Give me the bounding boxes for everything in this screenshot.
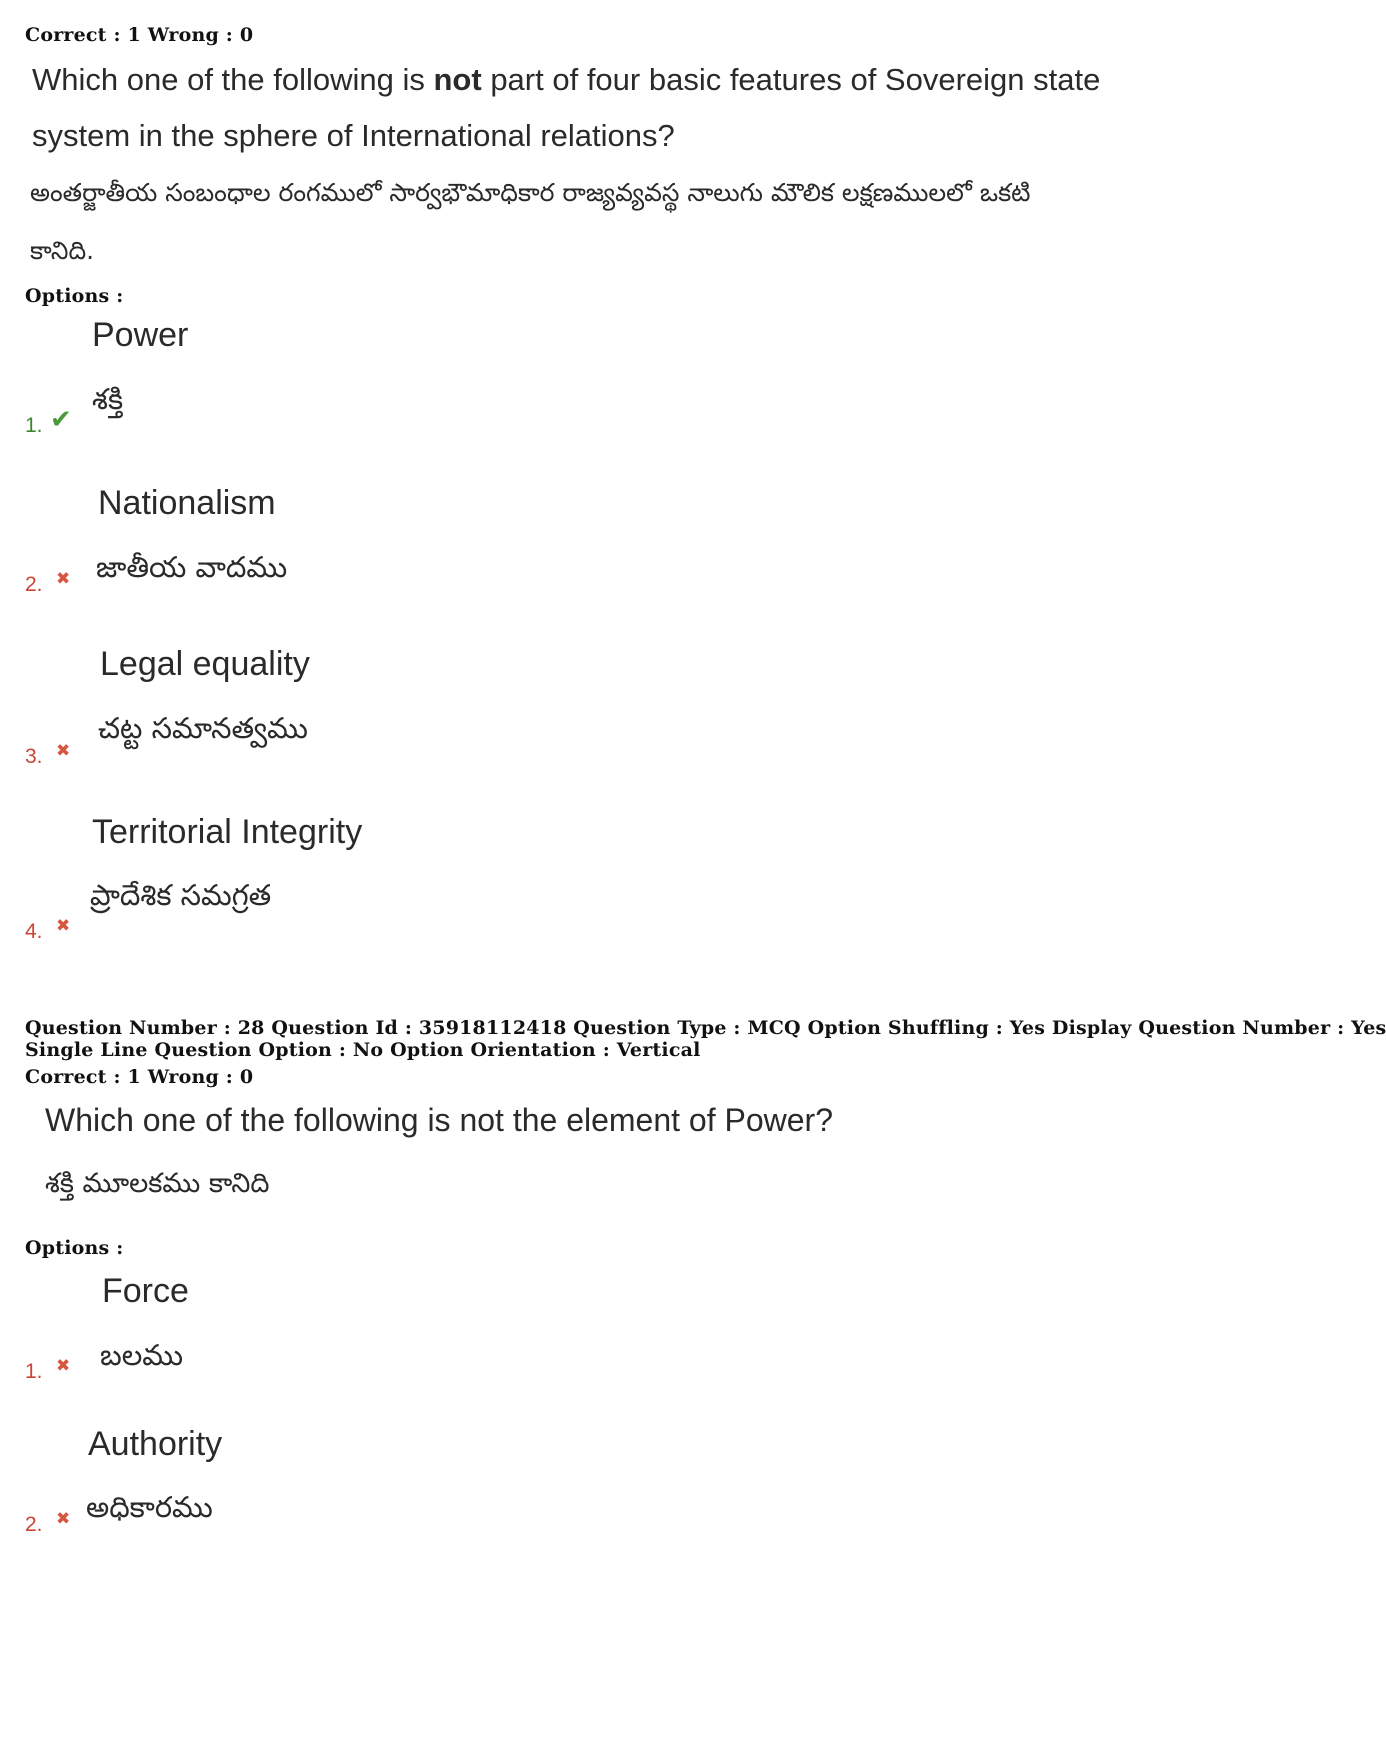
q1-option-1-telugu: శక్తి: [92, 382, 124, 416]
q1-option-4-number: 4.: [25, 920, 43, 943]
cross-icon: ✖: [56, 916, 71, 936]
q2-question-telugu: శక్తి మూలకము కానిది: [45, 1168, 270, 1199]
q1-option-3-number: 3.: [25, 745, 43, 768]
q1-question-text-line1: [32, 62, 1100, 98]
q1-option-2-number: 2.: [25, 573, 43, 596]
q1-question-text-bold: not: [433, 62, 482, 97]
q2-option-2-english: Authority: [88, 1425, 223, 1463]
cross-icon: ✖: [56, 1509, 71, 1529]
check-icon: ✔: [50, 405, 72, 435]
q1-option-2-english: Nationalism: [98, 484, 276, 522]
q2-option-1-telugu: బలము: [100, 1338, 184, 1372]
q1-option-4-telugu: ప్రాదేశిక సమగ్రత: [90, 878, 272, 912]
q1-option-3-english: Legal equality: [100, 645, 310, 683]
q1-options-label: Options :: [25, 285, 124, 307]
q2-option-2-number: 2.: [25, 1513, 43, 1536]
q2-options-label: Options :: [25, 1237, 124, 1259]
q1-question-text-line2: system in the sphere of International relations?: [32, 118, 675, 153]
q2-option-1-number: 1.: [25, 1360, 43, 1383]
q1-question-telugu-line1: అంతర్జాతీయ సంబంధాల రంగములో సార్వభౌమాధికార రాజ్యవ్యవస్థ నాలుగు మౌలిక లక్షణములలో ఒకటి: [30, 178, 1031, 207]
q1-option-3-telugu: చట్ట సమానత్వము: [98, 711, 308, 745]
cross-icon: ✖: [56, 569, 71, 589]
q1-question-text-after: part of four basic features of Sovereign state: [481, 62, 1101, 97]
q1-option-4-english: Territorial Integrity: [92, 813, 363, 851]
q1-question-telugu-line2: కానిది.: [30, 236, 95, 265]
q1-result-line: Correct : 1 Wrong : 0: [25, 24, 254, 46]
q2-meta-line2: Single Line Question Option : No Option Orientation : Vertical: [25, 1039, 701, 1061]
cross-icon: ✖: [56, 741, 71, 761]
q2-question-text: Which one of the following is not the element of Power?: [45, 1102, 833, 1138]
q2-result-line: Correct : 1 Wrong : 0: [25, 1066, 254, 1088]
q1-option-1-english: Power: [92, 316, 189, 354]
q1-question-text-before: Which one of the following is: [32, 62, 434, 97]
q1-option-1-number: 1.: [25, 414, 43, 437]
q2-option-1-english: Force: [102, 1272, 189, 1310]
q2-option-2-telugu: అధికారము: [86, 1490, 213, 1524]
q1-option-2-telugu: జాతీయ వాదము: [96, 550, 288, 584]
q2-meta-line1: Question Number : 28 Question Id : 35918112418 Question Type : MCQ Option Shuffling : Yes Display Question Number : Yes: [25, 1017, 1386, 1039]
cross-icon: ✖: [56, 1356, 71, 1376]
